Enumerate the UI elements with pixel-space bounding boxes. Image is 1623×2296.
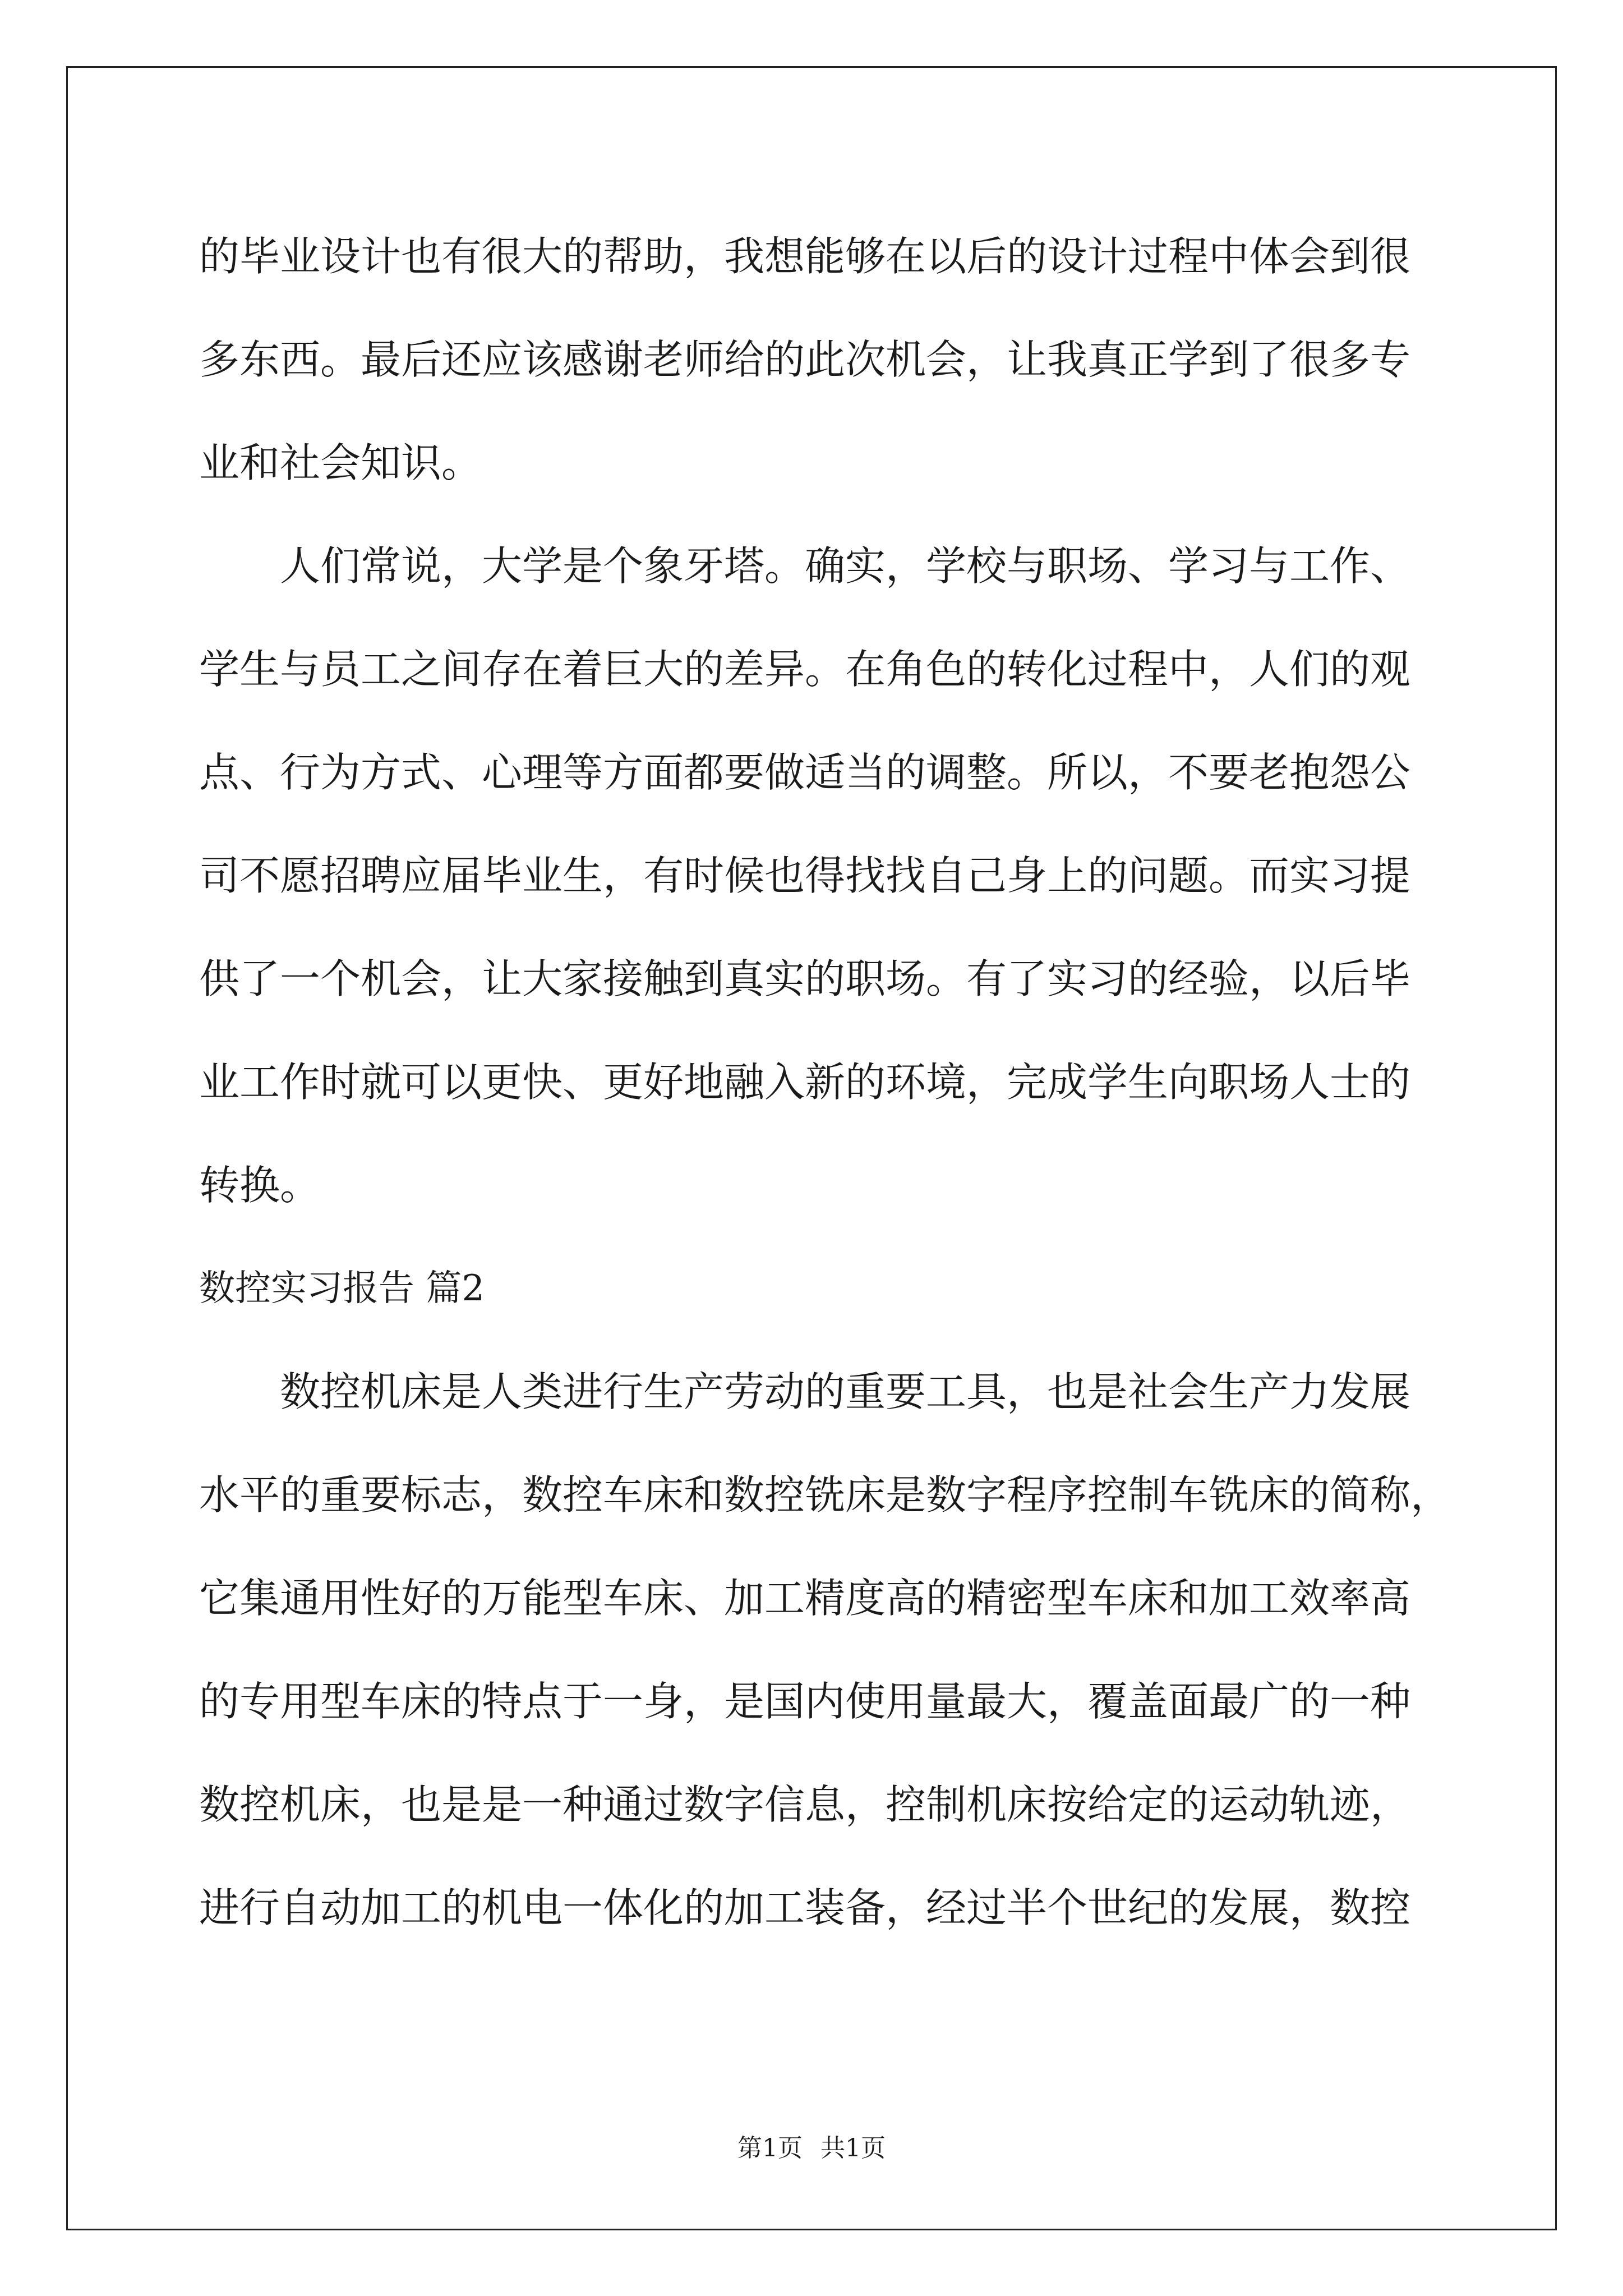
paragraph-line: 人们常说，大学是个象牙塔。确实，学校与职场、学习与工作、 <box>280 542 1411 590</box>
paragraph-line: 业工作时就可以更快、更好地融入新的环境，完成学生向职场人士的 <box>199 1059 1411 1106</box>
document-body <box>199 205 1461 1959</box>
section-heading: 数控实习报告 篇2 <box>199 1268 485 1309</box>
paragraph-line: 数控机床是人类进行生产劳动的重要工具，也是社会生产力发展 <box>280 1368 1411 1415</box>
paragraph-line: 它集通用性好的万能型车床、加工精度高的精密型车床和加工效率高 <box>199 1575 1411 1622</box>
paragraph-line: 点、行为方式、心理等方面都要做适当的调整。所以，不要老抱怨公 <box>199 749 1411 796</box>
paragraph-line: 转换。 <box>199 1162 321 1209</box>
paragraph-line: 学生与员工之间存在着巨大的差异。在角色的转化过程中，人们的观 <box>199 646 1411 693</box>
paragraph-line: 数控机床，也是是一种通过数字信息，控制机床按给定的运动轨迹， <box>199 1781 1411 1828</box>
paragraph-line: 的毕业设计也有很大的帮助，我想能够在以后的设计过程中体会到很 <box>199 233 1411 280</box>
paragraph-line: 的专用型车床的特点于一身，是国内使用量最大，覆盖面最广的一种 <box>199 1678 1411 1725</box>
page-footer: 第1页 共1页 <box>737 2134 886 2162</box>
paragraph-line: 进行自动加工的机电一体化的加工装备，经过半个世纪的发展，数控 <box>199 1884 1411 1931</box>
paragraph-line: 水平的重要标志，数控车床和数控铣床是数字程序控制车铣床的简称， <box>199 1471 1451 1519</box>
paragraph-line: 供了一个机会，让大家接触到真实的职场。有了实习的经验，以后毕 <box>199 955 1411 1002</box>
paragraph-line: 多东西。最后还应该感谢老师给的此次机会，让我真正学到了很多专 <box>199 336 1411 383</box>
paragraph-line: 司不愿招聘应届毕业生，有时候也得找找自己身上的问题。而实习提 <box>199 852 1411 899</box>
paragraph-line: 业和社会知识。 <box>199 439 482 486</box>
